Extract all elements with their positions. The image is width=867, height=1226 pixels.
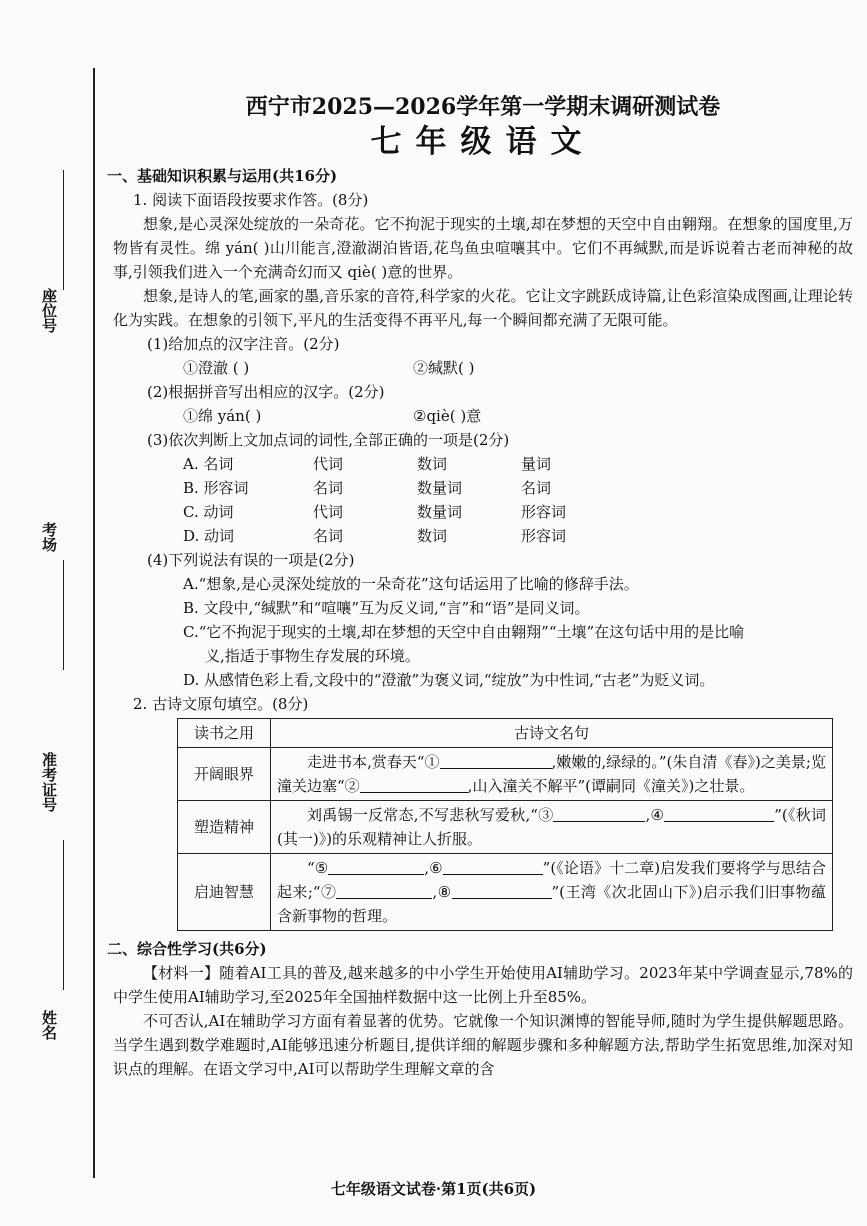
- option-cell: 数词: [417, 527, 448, 545]
- table-header-use: 读书之用: [178, 719, 271, 748]
- answer-1a: ①澄澈 ( ): [183, 359, 250, 377]
- page-footer: 七年级语文试卷·第1页(共6页): [330, 1180, 537, 1198]
- subquestion-1-answers: [113, 356, 853, 380]
- table-row: [178, 748, 833, 801]
- row-text: 刘禹锡一反常态,不写悲秋写爱秋,“③: [307, 806, 554, 824]
- option-cell: 数量词: [417, 503, 463, 521]
- table-row: [178, 854, 833, 931]
- row-text: ,⑧: [432, 883, 452, 901]
- row-text: ”(王湾《次北固山下》)启示我们旧事物蕴含新事物的哲理。: [277, 883, 827, 925]
- option-cell: 代词: [313, 503, 344, 521]
- option-cell: 形容词: [521, 503, 567, 521]
- option-cell: 数量词: [417, 479, 463, 497]
- option-cell: B. 形容词: [183, 479, 249, 497]
- blank-1[interactable]: [440, 752, 552, 769]
- blank-6[interactable]: [443, 858, 543, 875]
- subquestion-2-answers: [113, 404, 853, 428]
- row-text: ,山入潼关不解平”(谭嗣同《潼关》)之壮景。: [467, 777, 755, 795]
- option-4c-continued: 义,指适于事物生存发展的环境。: [205, 647, 420, 665]
- option-cell: D. 动词: [183, 527, 235, 545]
- poetry-table: [177, 718, 833, 931]
- row-text: ,④: [645, 806, 665, 824]
- option-cell: 名词: [521, 479, 552, 497]
- subquestion-3: (3)依次判断上文加点词的词性,全部正确的一项是(2分): [147, 431, 510, 449]
- row-category: 塑造精神: [178, 801, 271, 854]
- blank-4[interactable]: [664, 805, 774, 822]
- exam-title: 西宁市2025—2026学年第一学期末调研测试卷: [245, 94, 721, 120]
- option-row: [183, 452, 853, 476]
- row-text: 走进书本,赏春天“①: [307, 753, 440, 771]
- room-rule: [63, 560, 64, 670]
- question-1-stem: 1. 阅读下面语段按要求作答。(8分): [133, 191, 369, 209]
- subquestion-4: (4)下列说法有误的一项是(2分): [147, 551, 355, 569]
- option-4a: A.“想象,是心灵深处绽放的一朵奇花”这句话运用了比喻的修辞手法。: [183, 575, 639, 593]
- blank-2[interactable]: [360, 776, 468, 793]
- section-1-heading: 一、基础知识积累与运用(共16分): [107, 167, 338, 185]
- answer-2a: ①绵 yán( ): [183, 407, 262, 425]
- material-1: 【材料一】随着AI工具的普及,越来越多的中小学生开始使用AI辅助学习。2023年某中学调查显示,78%的中学生使用AI辅助学习,至2025年全国抽样数据中这一比例上升至85%。: [113, 964, 853, 1006]
- passage-paragraph-1: 想象,是心灵深处绽放的一朵奇花。它不拘泥于现实的土壤,却在梦想的天空中自由翱翔。在想象的国度里,万物皆有灵性。绵 yán( )山川能言,澄澈湖泊皆语,花鸟鱼虫喧嚷其中。它们不再缄默,而是诉说着古老而神秘的故事,引领我们进入一个充满奇幻而又 qiè( )意的世界。: [113, 215, 853, 281]
- option-4c: C.“它不拘泥于现实的土壤,却在梦想的天空中自由翱翔”“土壤”在这句话中用的是比喻: [183, 623, 745, 641]
- material-1-paragraph-2: 不可否认,AI在辅助学习方面有着显著的优势。它就像一个知识渊博的智能导师,随时为学生提供解题思路。当学生遇到数学难题时,AI能够迅速分析题目,提供详细的解题步骤和多种解题方法,帮助学生拓宽思维,加深对知识点的理解。在语文学习中,AI可以帮助学生理解文章的含: [113, 1012, 853, 1078]
- option-cell: A. 名词: [183, 455, 234, 473]
- subquestion-3-options: [113, 452, 853, 548]
- option-cell: 代词: [313, 455, 344, 473]
- option-cell: 数词: [417, 455, 448, 473]
- subquestion-2: (2)根据拼音写出相应的汉字。(2分): [147, 383, 385, 401]
- option-4d: D. 从感情色彩上看,文段中的“澄澈”为褒义词,“绽放”为中性词,“古老”为贬义词。: [183, 671, 715, 689]
- answer-1b: ②缄默( ): [413, 359, 475, 377]
- question-2-stem: 2. 古诗文原句填空。(8分): [133, 695, 309, 713]
- blank-8[interactable]: [452, 882, 552, 899]
- passage-paragraph-2: 想象,是诗人的笔,画家的墨,音乐家的音符,科学家的火花。它让文字跳跃成诗篇,让色彩渲染成图画,让理论转化为实践。在想象的引领下,平凡的生活变得不再平凡,每一个瞬间都充满了无限可能。: [113, 287, 853, 329]
- name-label: 姓名: [40, 1010, 58, 1040]
- exam-id-label: 准考证号: [40, 752, 58, 812]
- exam-id-rule: [63, 840, 64, 990]
- row-content: [271, 854, 833, 931]
- room-label: 考场: [40, 522, 58, 552]
- option-cell: 量词: [521, 455, 552, 473]
- row-text: ”(《秋词(其一)》)的乐观精神让人折服。: [277, 806, 826, 848]
- option-row: [183, 476, 853, 500]
- option-cell: 名词: [313, 479, 344, 497]
- seat-label: 座位号: [40, 288, 58, 333]
- blank-7[interactable]: [336, 882, 432, 899]
- section-2-heading: 二、综合性学习(共6分): [107, 940, 267, 958]
- option-4b: B. 文段中,“缄默”和“喧嚷”互为反义词,“言”和“语”是同义词。: [183, 599, 590, 617]
- row-content: [271, 801, 833, 854]
- row-category: 开阔眼界: [178, 748, 271, 801]
- exam-page: [107, 92, 853, 1081]
- table-row: [178, 801, 833, 854]
- seat-rule: [63, 170, 64, 290]
- option-cell: C. 动词: [183, 503, 234, 521]
- row-content: [271, 748, 833, 801]
- blank-5[interactable]: [328, 858, 424, 875]
- subquestion-1: (1)给加点的汉字注音。(2分): [147, 335, 340, 353]
- option-cell: 形容词: [521, 527, 567, 545]
- row-text: ,嫩嫩的,绿绿的。”(朱自清《春》)之美景;览潼关边塞“②: [277, 753, 827, 795]
- row-category: 启迪智慧: [178, 854, 271, 931]
- table-header-lines: 古诗文名句: [271, 719, 833, 748]
- option-cell: 名词: [313, 527, 344, 545]
- fold-line: [93, 68, 95, 1178]
- binding-margin: [0, 0, 95, 1226]
- option-row: [183, 524, 853, 548]
- row-text: ”(《论语》十二章)启发我们要将学与思结合起来;“⑦: [277, 859, 827, 901]
- answer-2b: ②qiè( )意: [413, 407, 482, 425]
- option-row: [183, 500, 853, 524]
- row-text: “⑤: [307, 859, 329, 877]
- row-text: ,⑥: [424, 859, 443, 877]
- blank-3[interactable]: [553, 805, 645, 822]
- exam-subject: 七年级语文: [370, 124, 596, 160]
